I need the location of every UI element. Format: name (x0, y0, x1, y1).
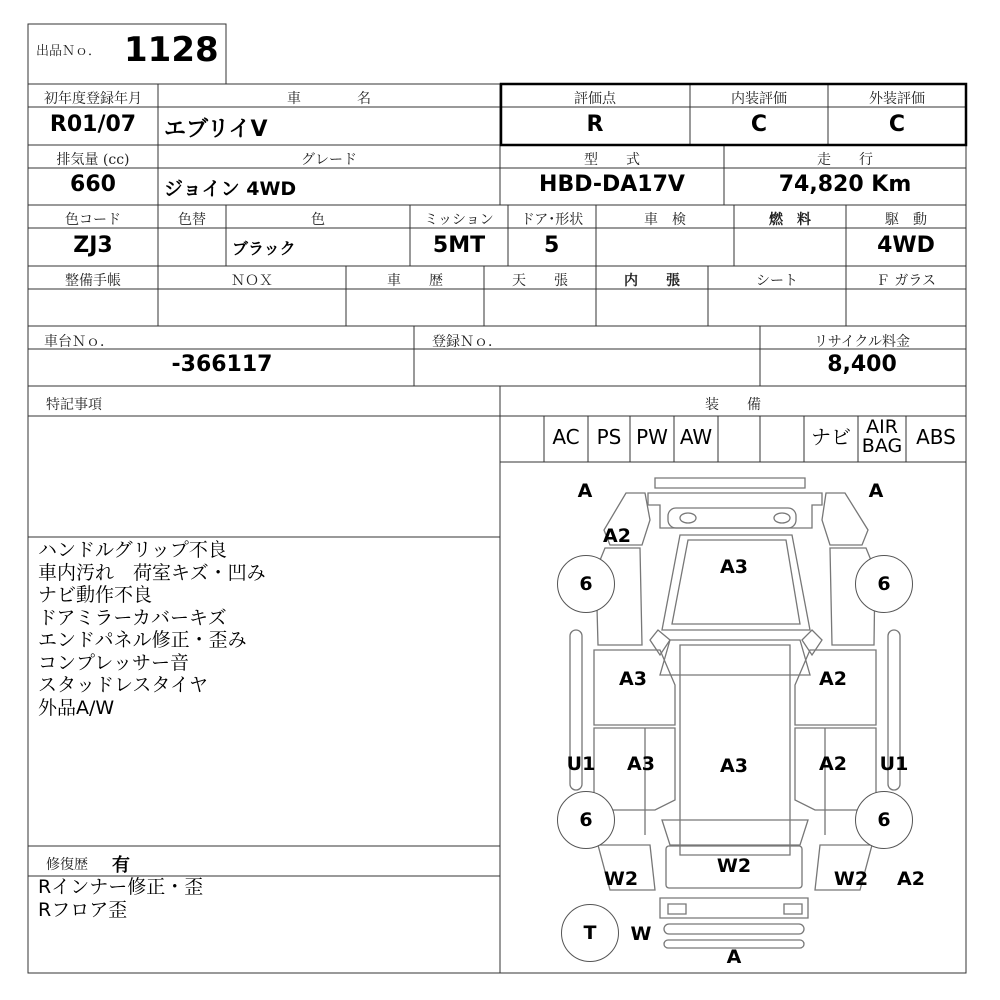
repair-line: Rインナー修正・歪 (38, 876, 204, 898)
displacement-value: 660 (70, 172, 116, 197)
color-value: ブラック (232, 239, 296, 258)
drive-value: 4WD (877, 233, 935, 258)
remark-line: 車内汚れ 荷室キズ・凹み (38, 561, 266, 584)
grade-value: ジョイン 4WD (164, 178, 297, 200)
remark-line: スタッドレスタイヤ (38, 674, 209, 696)
mark-left-rear-door: A3 (627, 753, 655, 775)
remark-line: ナビ動作不良 (38, 584, 153, 606)
mark-rear-bumper: A (726, 946, 742, 968)
car-name-label: 車 名 (287, 91, 371, 107)
mileage-label: 走 行 (817, 152, 873, 168)
interior-lining-label: 内 張 (624, 273, 680, 289)
registration-label: 登録Ｎｏ． (432, 334, 502, 350)
roof-lining-label: 天 張 (512, 273, 568, 289)
mark-left-sill: U1 (566, 753, 596, 775)
spare-tyre: T (561, 904, 619, 962)
drive-label: 駆 動 (885, 212, 927, 228)
door-label: ドア･形状 (520, 212, 584, 228)
mark-rear-glass: W2 (716, 855, 752, 877)
maintenance-label: 整備手帳 (65, 273, 121, 289)
equipment-airbag: AIR BAG (861, 416, 903, 457)
lot-number: 1128 (124, 30, 219, 70)
mileage-value: 74,820 Km (778, 172, 912, 197)
mark-right-rear-door: A2 (819, 753, 847, 775)
equipment-aw: AW (679, 425, 713, 449)
model-value: HBD-DA17V (539, 172, 685, 197)
repair-history-label: 修復歴 (46, 857, 88, 873)
tyre-rear-right: 6 (855, 791, 913, 849)
fuel-label: 燃 料 (769, 212, 811, 228)
equipment-label: 装 備 (705, 397, 761, 413)
equipment-abs: ABS (916, 425, 956, 449)
reg-date-label: 初年度登録年月 (44, 91, 142, 107)
interior-value: C (750, 112, 768, 137)
mark-right-front-door: A2 (819, 668, 847, 690)
remark-line: ハンドルグリップ不良 (38, 539, 227, 561)
inspection-label: 車 検 (644, 212, 686, 228)
recycle-label: リサイクル料金 (813, 334, 911, 350)
mark-spare-tyre-note: W (630, 923, 652, 945)
mark-rear-right-corner: A2 (897, 868, 925, 890)
reg-date-value: R01/07 (49, 112, 137, 137)
grade-label: グレード (301, 152, 357, 168)
tyre-front-right: 6 (855, 555, 913, 613)
mark-windshield-corner: A2 (603, 525, 631, 547)
remarks-label: 特記事項 (46, 397, 102, 413)
mark-front-right: A (868, 480, 884, 502)
color-code-label: 色コード (65, 212, 121, 228)
mark-front-left: A (577, 480, 593, 502)
remark-line: エンドパネル修正・歪み (38, 629, 247, 651)
displacement-label: 排気量 (cc) (56, 152, 130, 168)
score-label: 評価点 (574, 91, 616, 107)
color-code-value: ZJ3 (73, 233, 113, 258)
seat-label: シート (756, 273, 798, 289)
mark-roof: A3 (720, 755, 748, 777)
tyre-rear-left: 6 (557, 791, 615, 849)
exterior-label: 外装評価 (869, 91, 925, 107)
equipment-ps: PS (596, 425, 622, 449)
equipment-navi: ナビ (811, 425, 851, 449)
mission-label: ミッション (424, 212, 494, 228)
mark-rear-right-quarter: W2 (833, 868, 869, 890)
remark-line: コンプレッサー音 (38, 651, 190, 674)
score-value: R (586, 112, 604, 137)
equipment-pw: PW (636, 425, 668, 449)
tyre-front-left: 6 (557, 555, 615, 613)
history-label: 車 歴 (387, 273, 443, 289)
chassis-value: -366117 (171, 352, 273, 377)
mission-value: 5MT (432, 233, 486, 258)
mark-hood: A3 (720, 556, 748, 578)
repair-line: Rフロア歪 (38, 898, 128, 921)
repair-history-value: 有 (112, 855, 130, 876)
chassis-label: 車台Ｎｏ． (44, 334, 114, 350)
lot-label: 出品Ｎｏ． (36, 44, 102, 59)
exterior-value: C (888, 112, 906, 137)
model-label: 型 式 (584, 152, 640, 168)
interior-label: 内装評価 (731, 91, 787, 107)
remark-line: ドアミラーカバーキズ (38, 606, 227, 629)
door-value: 5 (544, 233, 560, 258)
nox-label: ＮＯＸ (231, 273, 273, 289)
recycle-value: 8,400 (827, 352, 897, 377)
equipment-ac: AC (552, 425, 580, 449)
color-label: 色 (311, 212, 325, 228)
front-glass-label: Ｆ ガラス (875, 273, 937, 289)
remark-line: 外品A/W (38, 696, 115, 719)
recolor-label: 色替 (178, 212, 206, 228)
mark-rear-left-quarter: W2 (603, 868, 639, 890)
mark-left-front-door: A3 (619, 668, 647, 690)
car-name-value: エブリイV (164, 117, 268, 142)
mark-right-sill: U1 (879, 753, 909, 775)
